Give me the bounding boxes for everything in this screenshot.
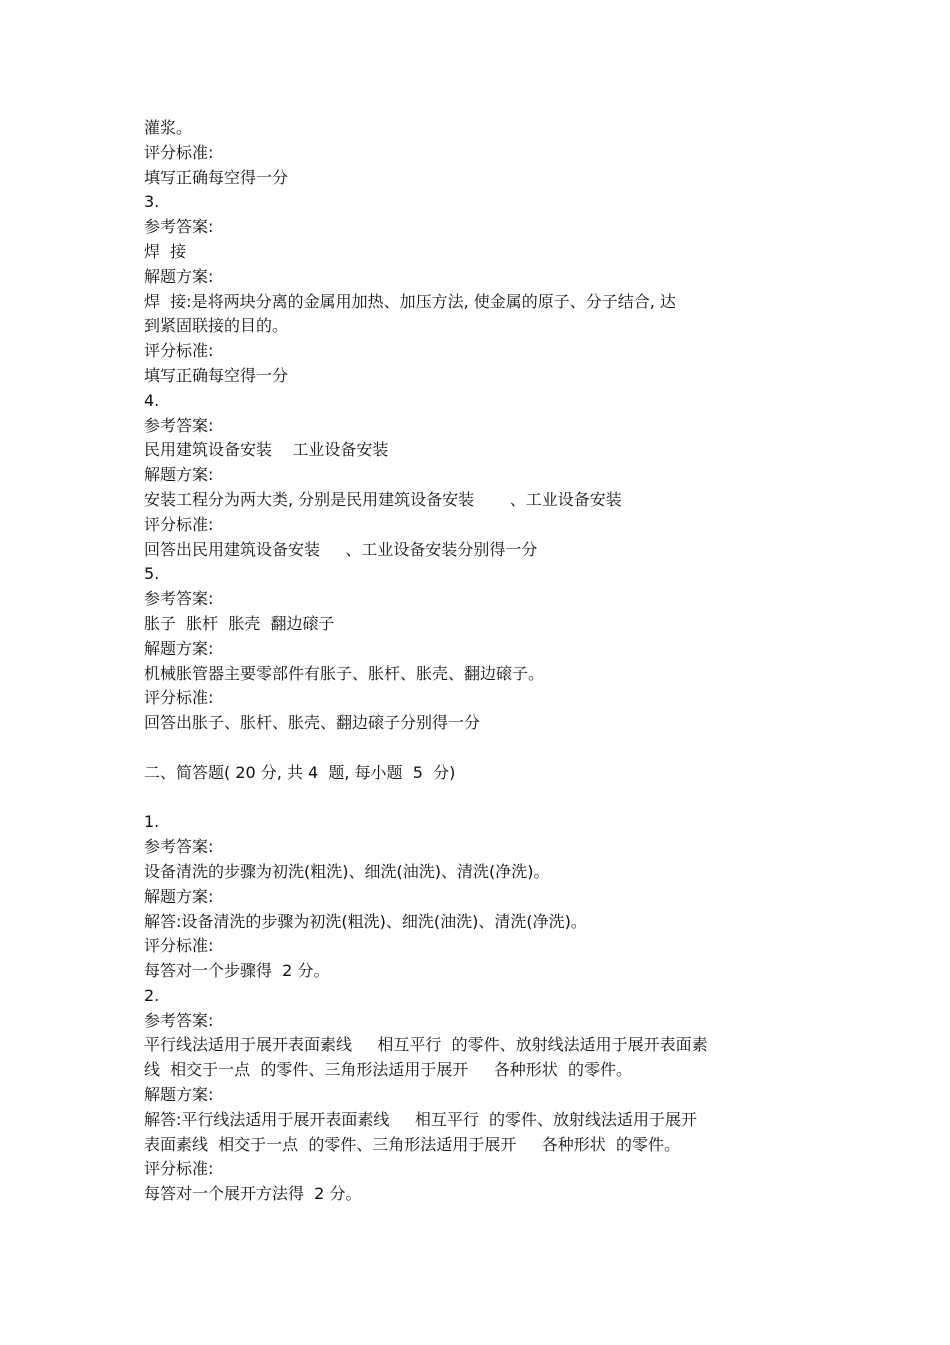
text-line: 参考答案: bbox=[144, 217, 214, 237]
text-line: 解题方案: bbox=[144, 266, 214, 286]
text-line: 评分标准: bbox=[144, 341, 214, 361]
text-line: 5. bbox=[144, 564, 160, 584]
text-line: 3. bbox=[144, 192, 160, 212]
text-line: 安装工程分为两大类, 分别是民用建筑设备安装 、工业设备安装 bbox=[144, 489, 622, 509]
text-line: 每答对一个步骤得 2 分。 bbox=[144, 961, 330, 981]
text-line: 机械胀管器主要零部件有胀子、胀杆、胀壳、翻边磙子。 bbox=[144, 663, 545, 683]
text-line: 灌浆。 bbox=[144, 118, 193, 137]
text-line: 到紧固联接的目的。 bbox=[144, 316, 289, 336]
text-line: 填写正确每空得一分 bbox=[144, 167, 289, 187]
blank-line bbox=[144, 736, 804, 761]
text-line: 解题方案: bbox=[144, 465, 214, 485]
text-line: 评分标准: bbox=[144, 688, 214, 708]
text-line: 平行线法适用于展开表面素线 相互平行 的零件、放射线法适用于展开表面素 bbox=[144, 1035, 708, 1055]
text-line: 评分标准: bbox=[144, 1159, 214, 1179]
text-line: 评分标准: bbox=[144, 936, 214, 956]
document-page bbox=[144, 116, 804, 1207]
text-line: 焊 接 bbox=[144, 241, 187, 261]
text-line: 评分标准: bbox=[144, 514, 214, 534]
text-line: 线 相交于一点 的零件、三角形法适用于展开 各种形状 的零件。 bbox=[144, 1060, 632, 1080]
text-line: 1. bbox=[144, 812, 160, 832]
text-line: 参考答案: bbox=[144, 1010, 214, 1030]
text-line: 焊 接:是将两块分离的金属用加热、加压方法, 使金属的原子、分子结合, 达 bbox=[144, 291, 676, 311]
text-line: 回答出胀子、胀杆、胀壳、翻边磙子分别得一分 bbox=[144, 713, 481, 733]
text-line: 评分标准: bbox=[144, 142, 214, 162]
text-line: 每答对一个展开方法得 2 分。 bbox=[144, 1184, 362, 1204]
text-line: 参考答案: bbox=[144, 415, 214, 435]
text-line: 2. bbox=[144, 985, 160, 1005]
text-line: 解答:平行线法适用于展开表面素线 相互平行 的零件、放射线法适用于展开 bbox=[144, 1109, 697, 1129]
text-line: 民用建筑设备安装 工业设备安装 bbox=[144, 440, 389, 460]
text-line: 设备清洗的步骤为初洗(粗洗)、细洗(油洗)、清洗(净洗)。 bbox=[144, 861, 550, 881]
text-line: 胀子 胀杆 胀壳 翻边磙子 bbox=[144, 613, 335, 633]
text-line: 解答:设备清洗的步骤为初洗(粗洗)、细洗(油洗)、清洗(净洗)。 bbox=[144, 911, 587, 931]
text-line: 参考答案: bbox=[144, 837, 214, 857]
text-line: 解题方案: bbox=[144, 1085, 214, 1105]
text-line: 表面素线 相交于一点 的零件、三角形法适用于展开 各种形状 的零件。 bbox=[144, 1134, 680, 1154]
text-line: 二、简答题( 20 分, 共 4 题, 每小题 5 分) bbox=[144, 762, 456, 782]
blank-line bbox=[144, 786, 804, 811]
text-line: 参考答案: bbox=[144, 589, 214, 609]
text-line: 解题方案: bbox=[144, 638, 214, 658]
text-line: 回答出民用建筑设备安装 、工业设备安装分别得一分 bbox=[144, 539, 538, 559]
text-line: 解题方案: bbox=[144, 886, 214, 906]
text-line: 4. bbox=[144, 390, 160, 410]
text-line: 填写正确每空得一分 bbox=[144, 365, 289, 385]
